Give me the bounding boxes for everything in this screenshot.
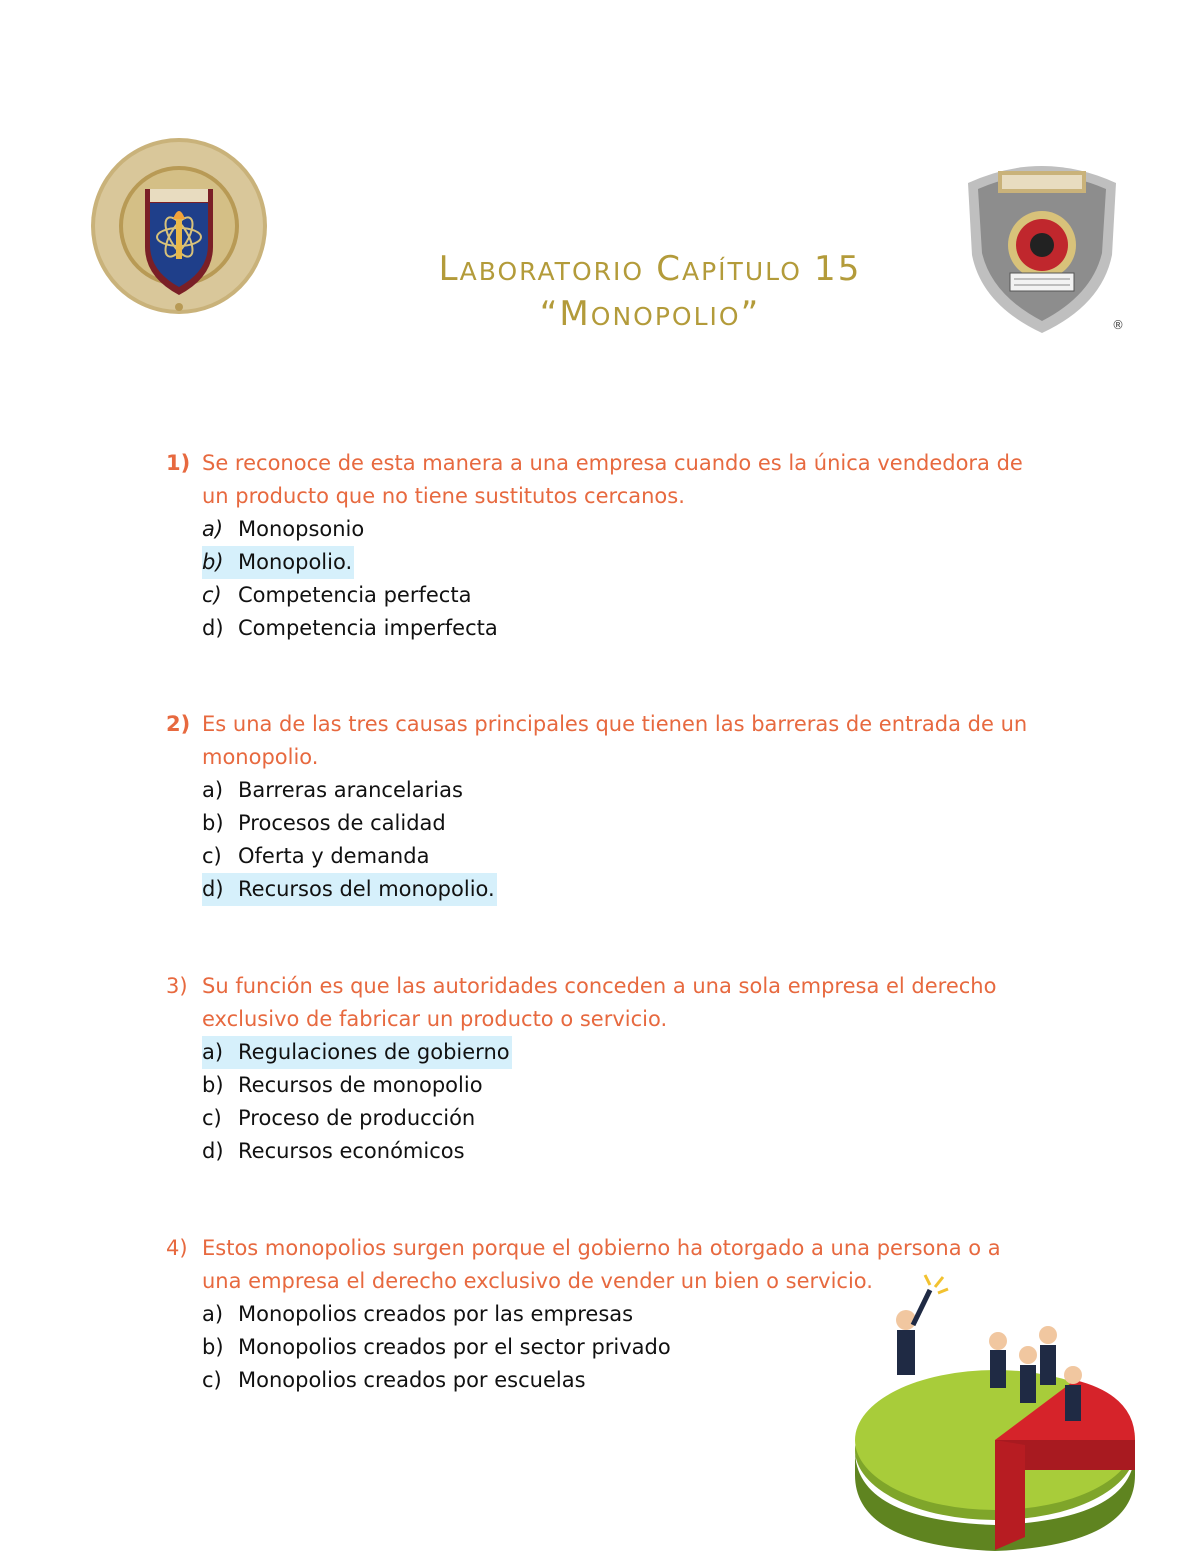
svg-text:®: ® <box>1112 318 1124 332</box>
title-line-2: “MONOPOLIO” <box>539 294 761 334</box>
question-1 <box>166 447 1046 645</box>
title-line-1: LABORATORIO CAPÍTULO 15 <box>438 249 862 289</box>
question-text: Se reconoce de esta manera a una empresa cuando es la única vendedora de un producto que no tiene sustitutos cercanos. <box>202 451 1023 508</box>
question-3 <box>166 970 1046 1168</box>
question-2 <box>166 708 1046 906</box>
option-b: b) Monopolios creados por el sector privado <box>202 1335 671 1359</box>
uanl-seal-logo <box>90 137 268 315</box>
question-number: 3) <box>166 974 188 998</box>
question-number: 1) <box>166 451 191 475</box>
question-text: Su función es que las autoridades conceden a una sola empresa el derecho exclusivo de fabricar un producto o servicio. <box>202 974 997 1031</box>
question-text: Es una de las tres causas principales que tienen las barreras de entrada de un monopolio. <box>202 712 1028 769</box>
option-a: a) Barreras arancelarias <box>202 778 463 802</box>
option-b: b) Procesos de calidad <box>202 811 446 835</box>
option-a: a) Monopsonio <box>202 517 365 541</box>
option-c: c) Oferta y demanda <box>202 844 430 868</box>
option-d: d) Recursos económicos <box>202 1139 465 1163</box>
option-c: c) Competencia perfecta <box>202 583 472 607</box>
option-c: c) Monopolios creados por escuelas <box>202 1368 586 1392</box>
option-a: a) Monopolios creados por las empresas <box>202 1302 634 1326</box>
option-a-answer: a) Regulaciones de gobierno <box>202 1036 1046 1069</box>
facpya-shield-logo <box>962 155 1122 335</box>
page-title <box>300 248 1000 338</box>
option-d-answer: d) Recursos del monopolio. <box>202 873 1046 906</box>
question-number: 2) <box>166 712 191 736</box>
option-c: c) Proceso de producción <box>202 1106 476 1130</box>
option-b-answer: b) Monopolio. <box>202 546 1046 579</box>
monopoly-pie-illustration <box>835 1275 1135 1553</box>
question-text: Estos monopolios surgen porque el gobierno ha otorgado a una persona o a una empresa el derecho exclusivo de vender un bien o servicio. <box>202 1236 1001 1293</box>
option-b: b) Recursos de monopolio <box>202 1073 483 1097</box>
option-d: d) Competencia imperfecta <box>202 616 498 640</box>
question-number: 4) <box>166 1236 188 1260</box>
